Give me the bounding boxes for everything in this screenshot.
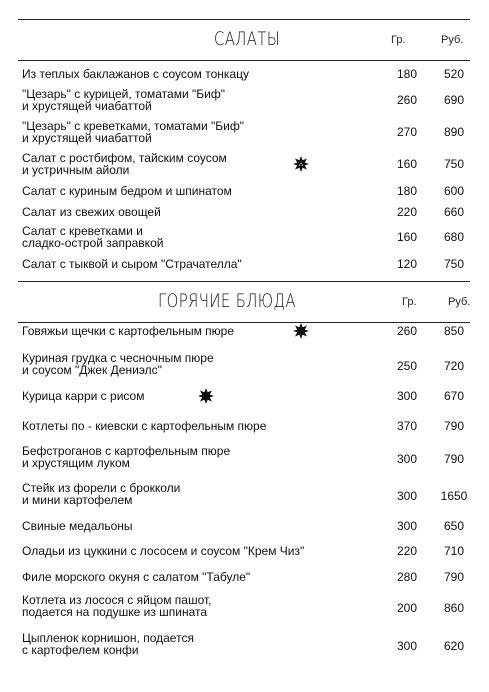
- dish-grams: 300: [396, 639, 418, 653]
- dish-price: 790: [443, 452, 465, 466]
- dish-price: 750: [443, 257, 465, 271]
- dish-price: 690: [443, 93, 465, 107]
- column-header-grams: Гр.: [402, 296, 417, 308]
- dish-price: 860: [443, 601, 465, 615]
- dish-price: 750: [443, 157, 465, 171]
- dish-price: 650: [443, 519, 465, 533]
- dish-name: Говяжьи щечки с картофельным пюре: [22, 324, 235, 338]
- dish-price: 790: [443, 570, 465, 584]
- dish-price: 720: [443, 359, 465, 373]
- section-title: ГОРЯЧИЕ БЛЮДА: [158, 290, 296, 312]
- dish-price: 660: [443, 205, 465, 219]
- dish-grams: 270: [396, 125, 418, 139]
- spicy-star-icon: [293, 323, 309, 339]
- dish-grams: 280: [396, 570, 418, 584]
- dish-price: 670: [443, 389, 465, 403]
- dish-grams: 180: [396, 67, 418, 81]
- svg-text:⁂: ⁂: [298, 163, 304, 168]
- dish-name: Котлеты по - киевски с картофельным пюре: [22, 419, 267, 433]
- dish-name: Салат с тыквой и сыром "Страчателла": [22, 257, 242, 271]
- dish-grams: 180: [396, 184, 418, 198]
- section-title: САЛАТЫ: [214, 28, 281, 50]
- dish-grams: 300: [396, 452, 418, 466]
- dish-name: Курица карри с рисом: [22, 389, 145, 403]
- dish-price: 600: [443, 184, 465, 198]
- spicy-star-icon: [198, 388, 214, 404]
- dish-grams: 120: [396, 257, 418, 271]
- dish-price: 890: [443, 125, 465, 139]
- dish-name: Филе морского окуня с салатом "Табуле": [22, 570, 251, 584]
- dish-grams: 220: [396, 205, 418, 219]
- dish-name: Салат с креветками и сладко-острой заправкой: [22, 224, 164, 250]
- column-header-price: Руб.: [448, 296, 471, 308]
- dish-name: Котлета из лосося с яйцом пашот, подается на подушке из шпината: [22, 593, 212, 619]
- dish-name: Стейк из форели с брокколи и мини картофелем: [22, 481, 181, 507]
- dish-grams: 370: [396, 419, 418, 433]
- dish-grams: 300: [396, 489, 418, 503]
- dish-grams: 300: [396, 389, 418, 403]
- dish-name: Салат с куриным бедром и шпинатом: [22, 184, 232, 198]
- dish-name: Салат с ростбифом, тайским соусом и устричным айоли: [22, 151, 227, 177]
- section-header-salads: [18, 19, 470, 61]
- dish-price: 520: [443, 67, 465, 81]
- dish-price: 710: [443, 544, 465, 558]
- dish-grams: 220: [396, 544, 418, 558]
- dish-grams: 160: [396, 157, 418, 171]
- dish-name: Свиные медальоны: [22, 519, 133, 533]
- column-header-price: Руб.: [441, 34, 464, 46]
- dish-grams: 260: [396, 93, 418, 107]
- dish-name: Из теплых баклажанов с соусом тонкацу: [22, 67, 249, 81]
- section-header-hot-dishes: [18, 281, 470, 323]
- dish-name: Бефстроганов с картофельным пюре и хрустящим луком: [22, 444, 231, 470]
- dish-grams: 200: [396, 601, 418, 615]
- dish-grams: 260: [396, 324, 418, 338]
- dish-name: Цыпленок корнишон, подается с картофелем конфи: [22, 631, 194, 657]
- dish-price: 620: [443, 639, 465, 653]
- dish-grams: 300: [396, 519, 418, 533]
- dish-grams: 250: [396, 359, 418, 373]
- dish-name: "Цезарь" с креветками, томатами "Биф" и хрустящей чиабаттой: [22, 119, 244, 145]
- spicy-star-icon: [293, 156, 309, 172]
- dish-name: Оладьи из цуккини с лососем и соусом "Крем Чиз": [22, 544, 305, 558]
- dish-price: 1650: [440, 489, 468, 503]
- dish-grams: 160: [396, 230, 418, 244]
- dish-price: 790: [443, 419, 465, 433]
- column-header-grams: Гр.: [391, 34, 406, 46]
- dish-name: "Цезарь" с курицей, томатами "Биф" и хрустящей чиабаттой: [22, 87, 225, 113]
- dish-name: Салат из свежих овощей: [22, 205, 161, 219]
- dish-name: Куриная грудка с чесночным пюре и соусом "Джек Дениэлс": [22, 351, 214, 377]
- dish-price: 850: [443, 324, 465, 338]
- dish-price: 680: [443, 230, 465, 244]
